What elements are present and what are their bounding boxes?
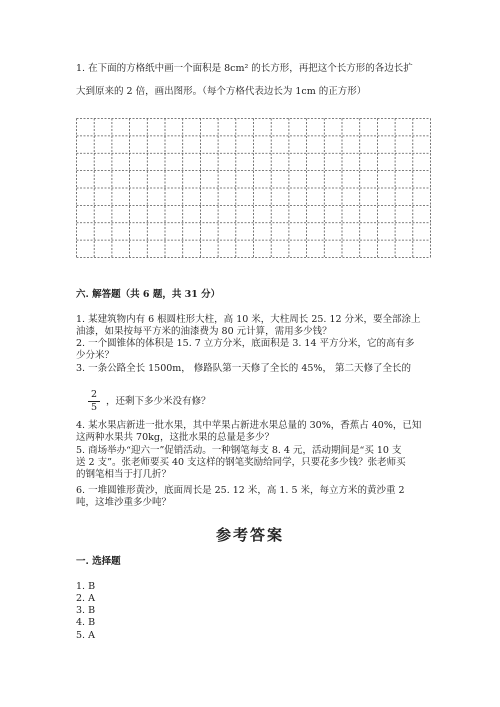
problem-3-line-1: 3. 一条公路全长 1500m， 修路队第一天修了全长的 45%， 第二天修了全长的 xyxy=(76,363,411,374)
grid-lines xyxy=(76,118,431,258)
problem-2-line-1: 2. 一个圆锥体的体积是 15. 7 立方分米，底面积是 3. 14 平方分米，它的高有多 xyxy=(76,338,415,349)
problem-2-line-2: 少分米？ xyxy=(76,350,115,361)
answers-title: 参考答案 xyxy=(215,526,284,544)
answer-item-2: 2. A xyxy=(76,593,95,604)
answers-section-heading: 一. 选择题 xyxy=(76,556,121,567)
problem-5-line-1: 5. 商场举办“迎六一”促销活动。一种钢笔每支 8. 4 元，活动期间是“买 10 支 xyxy=(76,445,402,456)
grid-paper xyxy=(76,118,431,258)
problem-6-line-1: 6. 一堆圆锥形黄沙，底面周长是 25. 12 米，高 1. 5 米，每立方米的黄沙重 2 xyxy=(76,485,405,496)
answer-item-4: 4. B xyxy=(76,617,96,628)
section-6-heading: 六. 解答题（共 6 题，共 31 分） xyxy=(76,289,221,300)
fraction-numerator: 2 xyxy=(88,389,100,402)
problem-6-line-2: 吨，这堆沙重多少吨？ xyxy=(76,497,172,508)
problem-5-line-3: 的钢笔相当于打几折？ xyxy=(76,469,172,480)
question-1-line-1: 1. 在下面的方格纸中画一个面积是 8cm² 的长方形，再把这个长方形的各边长扩 xyxy=(76,63,413,74)
problem-3-line-2: ，还剩下多少米没有修？ xyxy=(106,396,211,407)
answer-item-1: 1. B xyxy=(76,581,96,592)
fraction-denominator: 5 xyxy=(90,402,98,413)
problem-4-line-2: 这两种水果共 70kg，这批水果的总量是多少？ xyxy=(76,432,274,443)
problem-1-line-2: 油漆，如果按每平方米的油漆费为 80 元计算，需用多少钱？ xyxy=(76,326,332,337)
question-1-line-2: 大到原来的 2 倍，画出图形。（每个方格代表边长为 1cm 的正方形） xyxy=(76,86,367,97)
problem-4-line-1: 4. 某水果店新进一批水果，其中苹果占新进水果总量的 30%，香蕉占 40%，已知 xyxy=(76,420,422,431)
problem-5-line-2: 送 2 支”。张老师要买 40 支这样的钢笔奖励给同学，只要花多少钱？张老师买 xyxy=(76,457,406,468)
answer-item-5: 5. A xyxy=(76,630,95,641)
answer-item-3: 3. B xyxy=(76,605,96,616)
fraction-two-fifths xyxy=(88,389,100,414)
problem-1-line-1: 1. 某建筑物内有 6 根圆柱形大柱，高 10 米，大柱周长 25. 12 分米，要全部涂上 xyxy=(76,314,421,325)
